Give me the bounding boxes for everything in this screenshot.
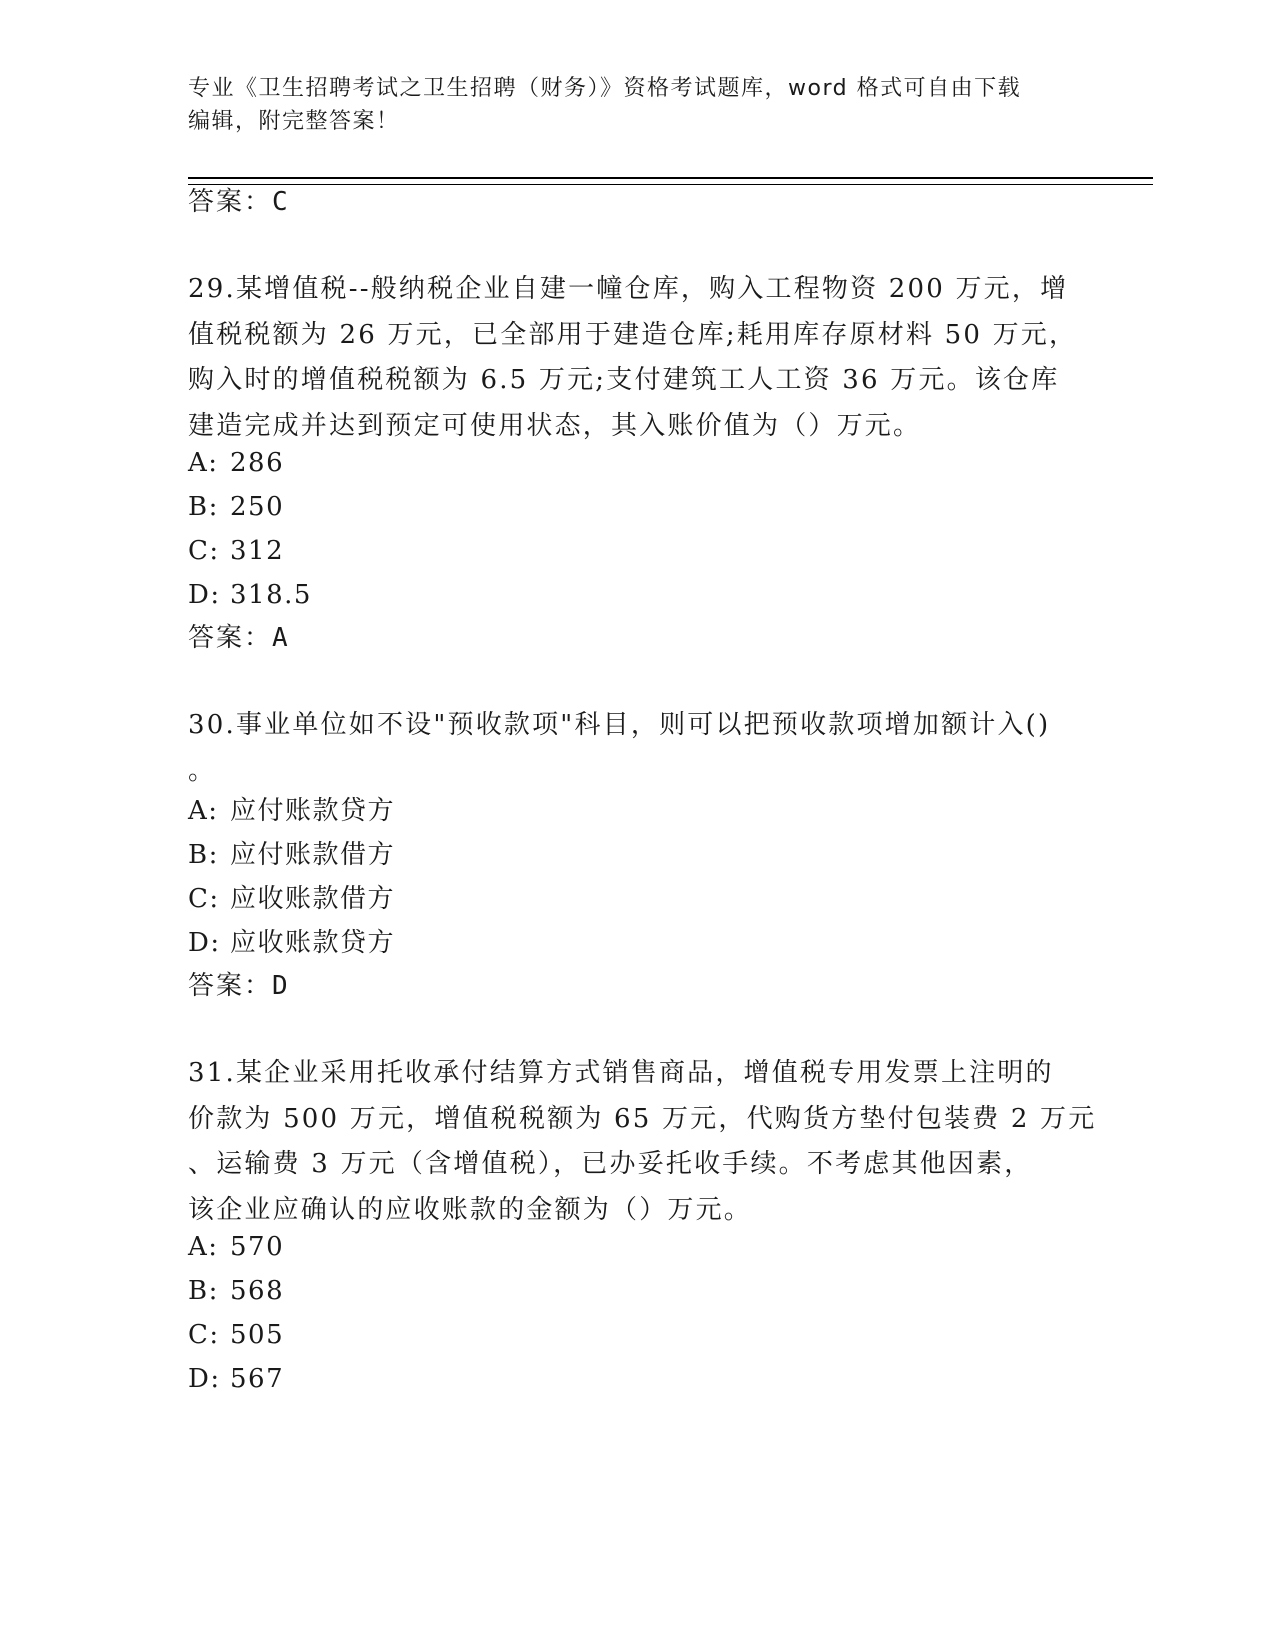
question-line: 、运输费 3 万元（含增值税），已办妥托收手续。不考虑其他因素， [188, 1149, 1033, 1179]
question-29-option-a [188, 445, 284, 481]
question-31-option-b [188, 1273, 284, 1309]
question-31-option-a [188, 1229, 284, 1265]
question-29-answer [188, 620, 290, 656]
question-30-option-b [188, 837, 395, 873]
option-text: 312 [230, 536, 285, 566]
question-31-option-c [188, 1317, 284, 1353]
option-key: C: [188, 884, 220, 914]
option-text: 250 [230, 492, 285, 522]
question-line: 值税税额为 26 万元，已全部用于建造仓库;耗用库存原材料 50 万元， [188, 319, 1078, 350]
option-key: C: [188, 1320, 220, 1350]
option-key: A: [188, 796, 219, 826]
answer-value: C [272, 187, 290, 217]
question-line: 价款为 500 万元，增值税税额为 65 万元，代购货方垫付包装费 2 万元 [188, 1103, 1097, 1134]
previous-answer [188, 184, 290, 220]
document-header [188, 72, 1088, 138]
question-29-text [188, 267, 1078, 449]
answer-label: 答案： [188, 971, 273, 1001]
option-text: 505 [230, 1320, 285, 1350]
option-text: 567 [230, 1364, 285, 1394]
question-line: 购入时的增值税税额为 6.5 万元;支付建筑工人工资 36 万元。该仓库 [188, 365, 1060, 395]
option-text: 568 [230, 1276, 285, 1306]
option-text: 570 [230, 1232, 285, 1262]
question-30-option-d [188, 925, 395, 961]
question-31-text [188, 1051, 1097, 1233]
question-line: 。 [188, 755, 217, 786]
option-key: B: [188, 492, 219, 522]
option-text: 286 [230, 448, 285, 478]
option-key: B: [188, 1276, 219, 1306]
question-30-option-c [188, 881, 395, 917]
question-31-option-d [188, 1361, 284, 1397]
question-line: 该企业应确认的应收账款的金额为（）万元。 [188, 1194, 753, 1225]
question-29-option-b [188, 489, 284, 525]
question-line: 建造完成并达到预定可使用状态，其入账价值为（）万元。 [188, 410, 922, 441]
question-29-option-d [188, 577, 312, 613]
option-key: A: [188, 1232, 219, 1262]
question-30-option-a [188, 793, 395, 829]
header-line-1: 专业《卫生招聘考试之卫生招聘（财务）》资格考试题库，word 格式可自由下载 [188, 76, 1022, 101]
header-divider-thin [188, 184, 1153, 185]
question-29-option-c [188, 533, 284, 569]
option-text: 应收账款贷方 [230, 928, 396, 958]
option-key: A: [188, 448, 219, 478]
question-line: 29.某增值税--般纳税企业自建一幢仓库，购入工程物资 200 万元，增 [188, 274, 1069, 304]
option-key: C: [188, 536, 220, 566]
question-line: 31.某企业采用托收承付结算方式销售商品，增值税专用发票上注明的 [188, 1058, 1054, 1088]
answer-value: D [272, 971, 290, 1001]
header-divider-thick [188, 177, 1153, 179]
option-key: B: [188, 840, 219, 870]
question-30-text [188, 703, 1068, 794]
option-text: 318.5 [230, 580, 312, 610]
answer-label: 答案： [188, 187, 273, 217]
option-text: 应收账款借方 [230, 884, 396, 914]
option-key: D: [188, 928, 221, 958]
question-line: 30.事业单位如不设"预收款项"科目，则可以把预收款项增加额计入() [188, 710, 1051, 740]
option-key: D: [188, 580, 221, 610]
option-text: 应付账款贷方 [230, 796, 396, 826]
answer-label: 答案： [188, 623, 273, 653]
question-30-answer [188, 968, 290, 1004]
option-key: D: [188, 1364, 221, 1394]
answer-value: A [272, 623, 290, 653]
header-line-2: 编辑，附完整答案！ [188, 109, 400, 134]
option-text: 应付账款借方 [230, 840, 396, 870]
